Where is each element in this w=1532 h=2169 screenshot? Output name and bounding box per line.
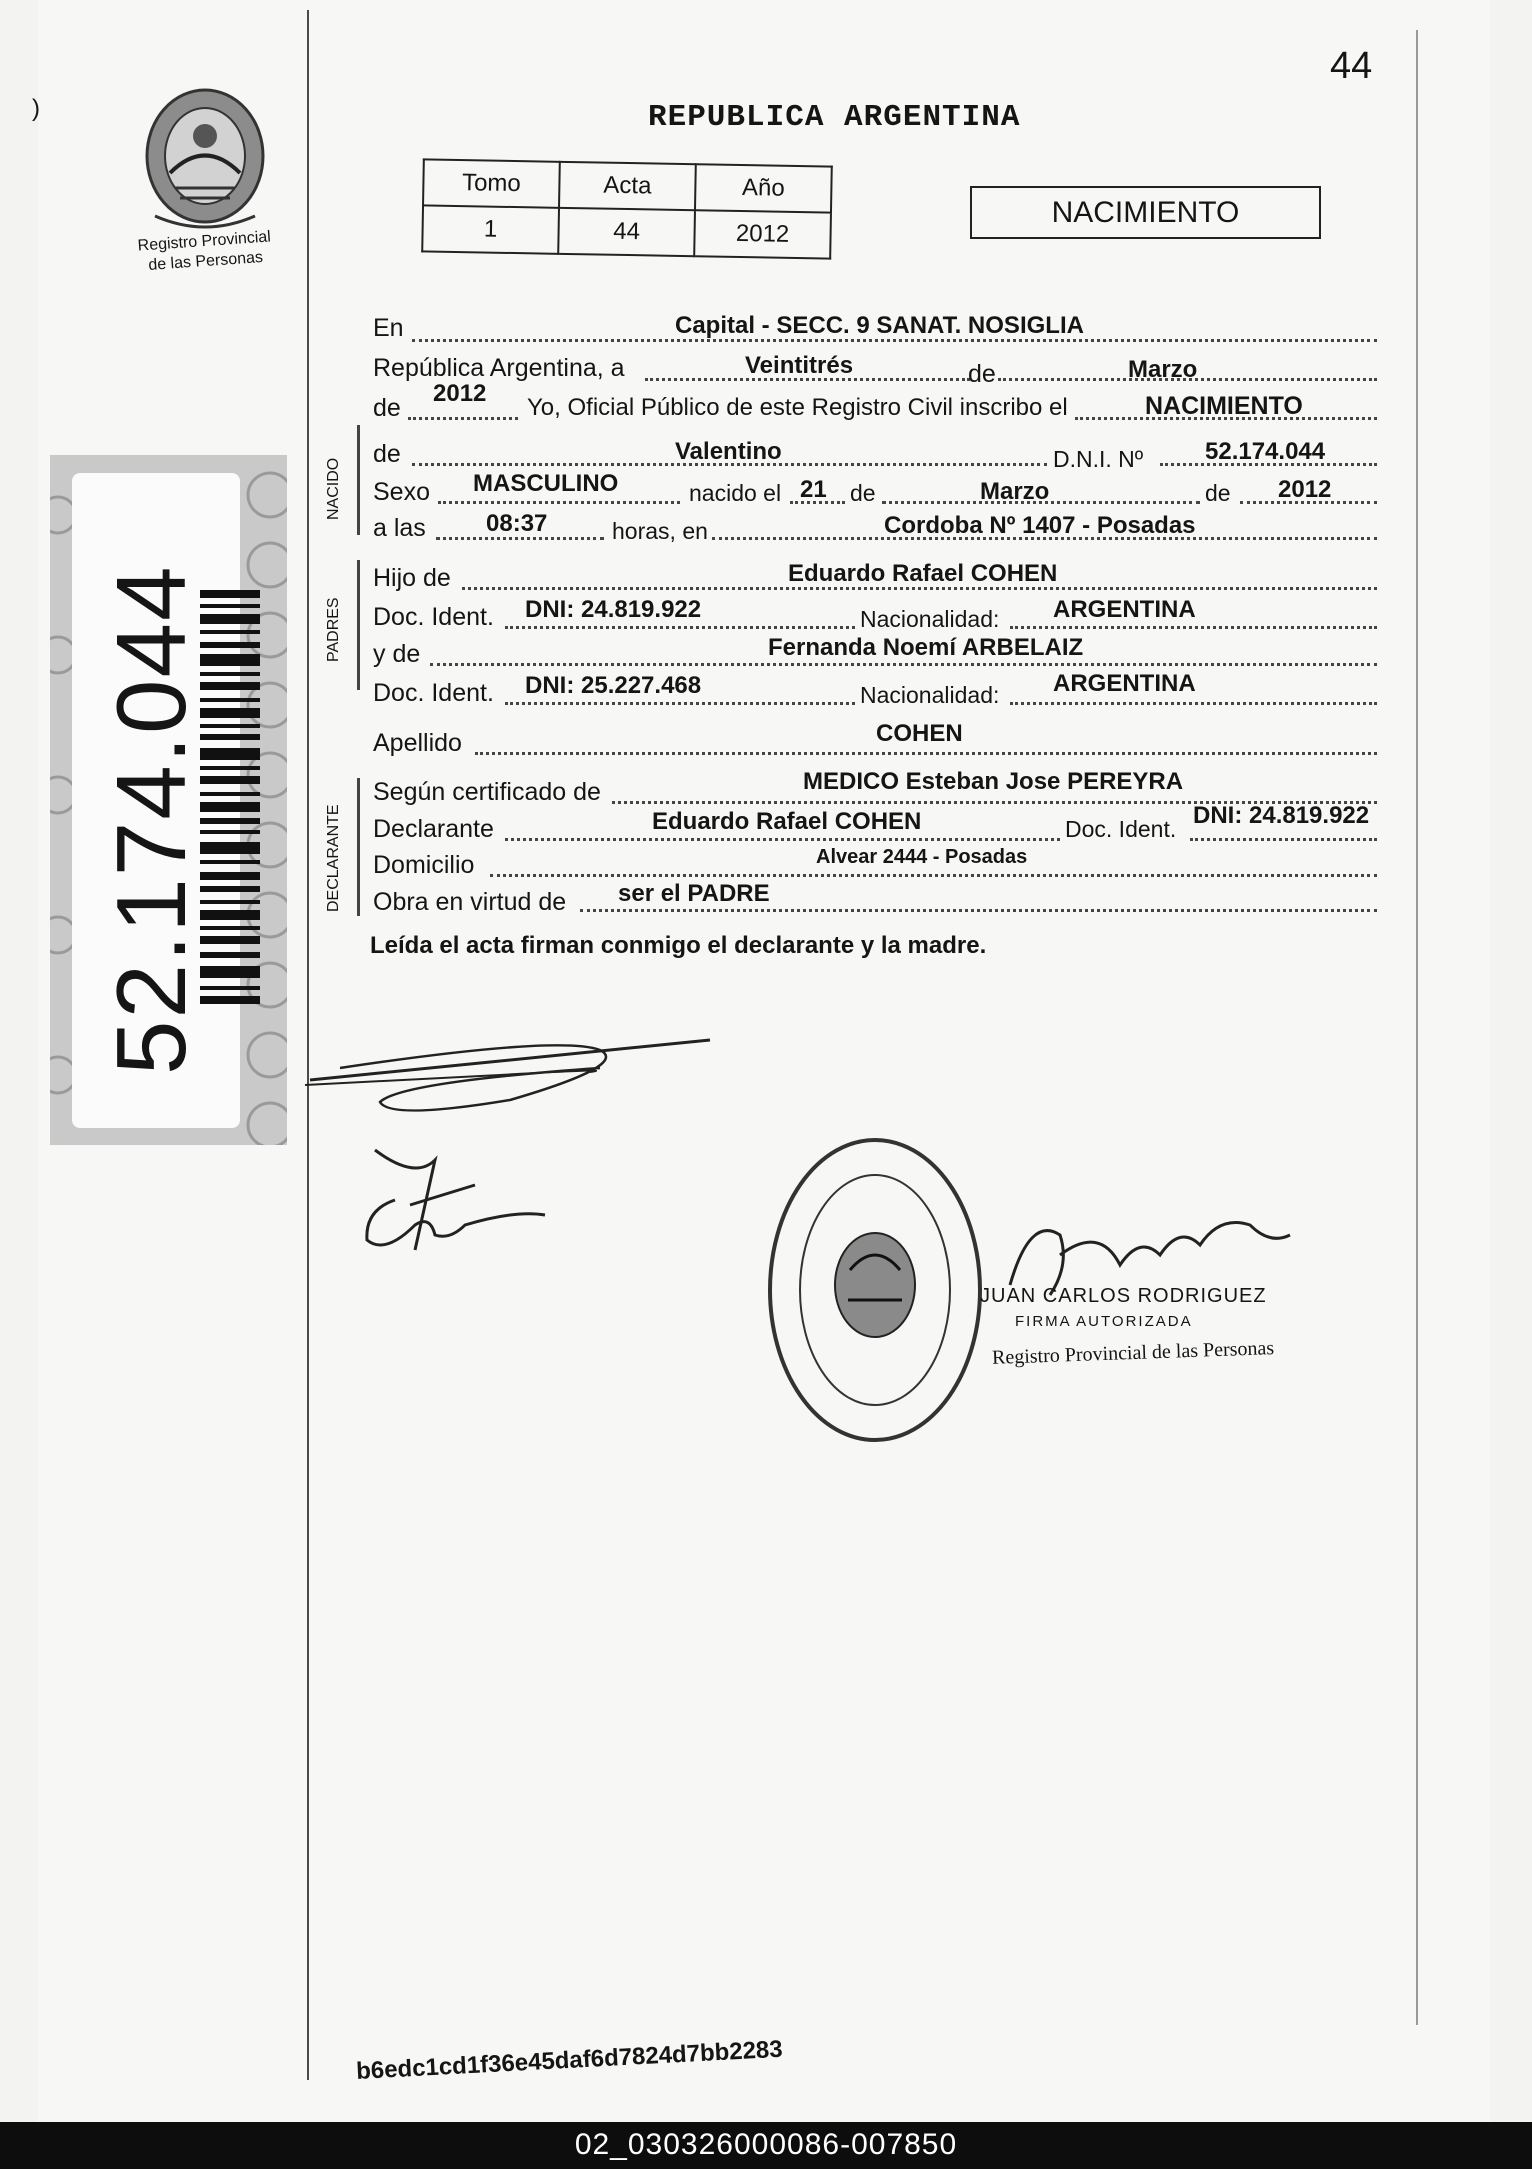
dotted-line <box>490 874 1377 877</box>
madre-doc-label: Doc. Ident. <box>373 679 494 707</box>
stamp-name: JUAN CARLOS RODRIGUEZ <box>980 1285 1267 1307</box>
closing-text: Leída el acta firman conmigo el declarante y la madre. <box>370 932 987 959</box>
declarante-doc-label: Doc. Ident. <box>1065 816 1177 842</box>
nacido-label: nacido el <box>689 480 782 506</box>
section-label-declarante: DECLARANTE <box>325 804 342 912</box>
edge-mark: ) <box>32 95 40 122</box>
dotted-line <box>1010 702 1377 705</box>
madre-nac-label: Nacionalidad: <box>860 682 1000 708</box>
day-value: Veintitrés <box>745 352 854 379</box>
hora-label: a las <box>373 514 426 542</box>
year-value: 2012 <box>433 380 487 407</box>
dotted-line <box>505 702 855 705</box>
dotted-line <box>505 838 1060 841</box>
dotted-line <box>580 909 1377 912</box>
padre-doc-label: Doc. Ident. <box>373 603 494 631</box>
birth-month-value: Marzo <box>980 478 1050 505</box>
registry-label: Registro Provincial de las Personas <box>137 228 272 274</box>
record-header-acta: Acta <box>559 162 696 210</box>
republica-label: República Argentina, a <box>373 354 625 382</box>
domicilio-value: Alvear 2444 - Posadas <box>816 846 1028 868</box>
stamp-office: Registro Provincial de las Personas <box>991 1337 1275 1369</box>
padre-nac-label: Nacionalidad: <box>860 606 1000 632</box>
right-margin-line <box>1416 30 1418 2025</box>
document-title: REPUBLICA ARGENTINA <box>648 100 1021 135</box>
barcode-icon <box>200 590 260 1010</box>
official-seal-icon <box>760 1120 990 1460</box>
month-de-label: de <box>968 360 996 388</box>
padre-doc-value: DNI: 24.819.922 <box>525 596 702 623</box>
dni-label: D.N.I. Nº <box>1053 446 1144 472</box>
document-hash: b6edc1cd1f36e45daf6d7824d7bb2283 <box>355 2035 784 2086</box>
dotted-line <box>1010 626 1377 629</box>
madre-nac-value: ARGENTINA <box>1053 670 1196 697</box>
declarante-signature-icon <box>300 1010 740 1130</box>
dotted-line <box>1190 838 1377 841</box>
record-type-box: NACIMIENTO <box>970 186 1321 239</box>
birth-year-label: de <box>1205 480 1231 506</box>
apellido-label: Apellido <box>373 729 462 757</box>
registry-emblem-icon <box>130 78 280 238</box>
birth-day-value: 21 <box>800 476 827 503</box>
declarante-value: Eduardo Rafael COHEN <box>652 808 922 835</box>
apellido-value: COHEN <box>876 720 963 747</box>
en-value: Capital - SECC. 9 SANAT. NOSIGLIA <box>675 312 1084 339</box>
dotted-line <box>408 417 518 420</box>
dotted-line <box>475 752 1377 755</box>
record-header-anio: Año <box>695 164 832 212</box>
en-label: En <box>373 314 404 342</box>
month-value: Marzo <box>1128 356 1198 383</box>
birth-de-label: de <box>850 480 876 506</box>
nombre-value: Valentino <box>675 438 782 465</box>
certificado-value: MEDICO Esteban Jose PEREYRA <box>803 768 1184 795</box>
dotted-line <box>430 663 1377 666</box>
record-value-anio: 2012 <box>694 210 831 258</box>
section-bracket-padres <box>357 560 360 690</box>
hijo-label: Hijo de <box>373 564 451 592</box>
page-number: 44 <box>1330 45 1373 87</box>
madre-value: Fernanda Noemí ARBELAIZ <box>768 634 1084 661</box>
declarante-label: Declarante <box>373 815 494 843</box>
record-table <box>421 158 833 259</box>
padre-nac-value: ARGENTINA <box>1053 596 1196 623</box>
footer-bar <box>0 2122 1532 2169</box>
dotted-line <box>438 501 680 504</box>
madre-signature-icon <box>355 1140 555 1260</box>
year-de-label: de <box>373 394 401 422</box>
yde-label: y de <box>373 640 421 668</box>
record-value-tomo: 1 <box>422 205 559 253</box>
oficial-label: Yo, Oficial Público de este Registro Civil inscribo el <box>527 394 1068 421</box>
obra-label: Obra en virtud de <box>373 888 567 916</box>
side-dni-number: 52.174.044 <box>96 564 206 1075</box>
obra-value: ser el PADRE <box>618 880 770 907</box>
certificado-label: Según certificado de <box>373 778 601 806</box>
madre-doc-value: DNI: 25.227.468 <box>525 672 702 699</box>
dni-value: 52.174.044 <box>1205 438 1326 465</box>
lugar-value: Cordoba Nº 1407 - Posadas <box>884 512 1196 539</box>
record-value-acta: 44 <box>558 208 695 256</box>
dotted-line <box>505 626 855 629</box>
section-bracket-nacido <box>357 425 360 535</box>
sexo-label: Sexo <box>373 478 430 506</box>
birth-year-value: 2012 <box>1278 476 1332 503</box>
footer-id: 02_030326000086-007850 <box>574 2128 958 2161</box>
hora-value: 08:37 <box>486 510 548 537</box>
inscribo-value: NACIMIENTO <box>1145 392 1303 420</box>
padre-value: Eduardo Rafael COHEN <box>788 560 1058 587</box>
sexo-value: MASCULINO <box>473 470 619 497</box>
declarante-doc-value: DNI: 24.819.922 <box>1193 802 1370 829</box>
stamp-role: FIRMA AUTORIZADA <box>1015 1313 1193 1330</box>
domicilio-label: Domicilio <box>373 851 475 879</box>
horas-label: horas, en <box>612 518 708 544</box>
nombre-label: de <box>373 440 401 468</box>
section-bracket-declarante <box>357 778 360 916</box>
section-label-nacido: NACIDO <box>325 457 342 520</box>
record-header-tomo: Tomo <box>423 159 560 207</box>
section-label-padres: PADRES <box>325 597 342 662</box>
